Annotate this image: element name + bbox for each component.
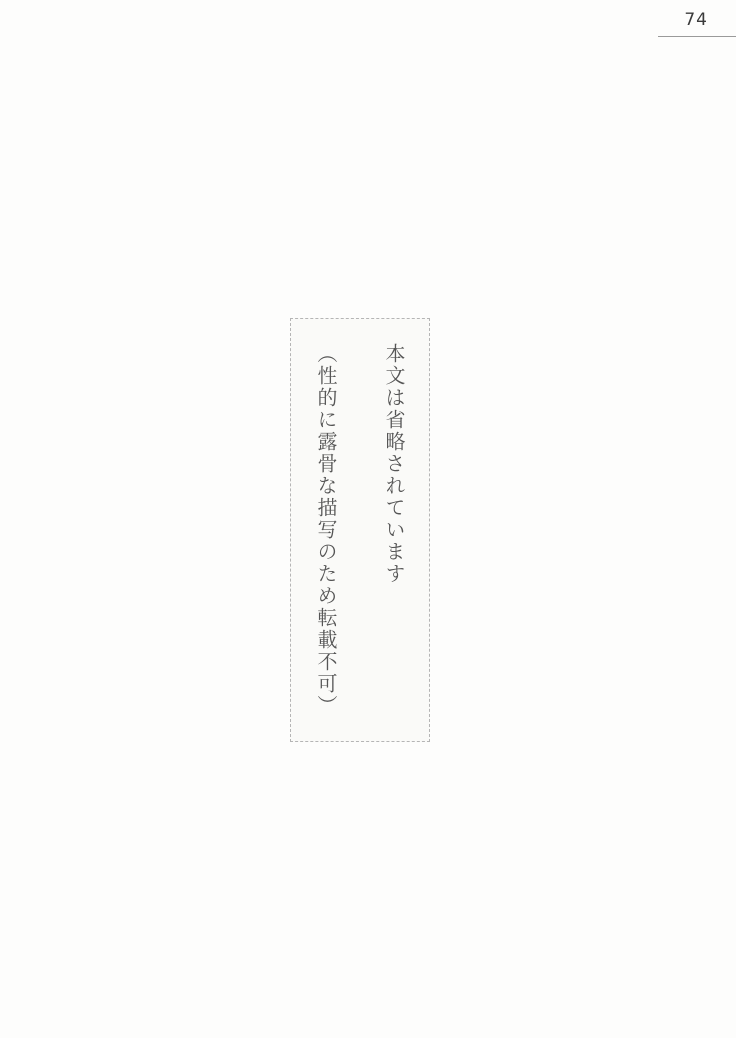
page-number-rule (658, 36, 736, 37)
redaction-notice (290, 318, 430, 742)
redaction-notice-line2: （性的に露骨な描写のため転載不可） (314, 343, 338, 717)
redaction-notice-line1: 本文は省略されています (382, 343, 406, 585)
redaction-spacer (343, 343, 377, 717)
page-number: 74 (684, 10, 708, 30)
redaction-overlay (40, 52, 680, 1008)
